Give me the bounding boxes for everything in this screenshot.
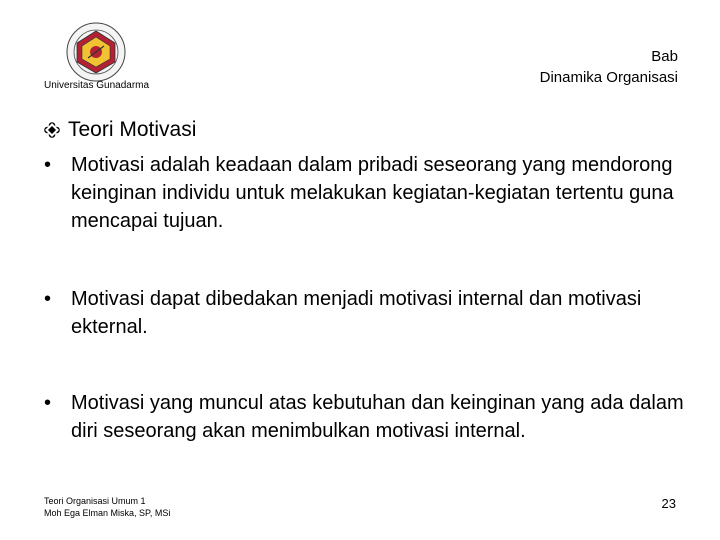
chapter-title: Dinamika Organisasi xyxy=(539,69,678,86)
list-item-text: Motivasi dapat dibedakan menjadi motivasi internal dan motivasi ekternal. xyxy=(71,288,642,338)
keyword: Motivasi xyxy=(71,154,145,176)
section-title-text: Teori Motivasi xyxy=(68,118,197,141)
bullet-dot-icon: • xyxy=(44,288,52,310)
university-name: Universitas Gunadarma xyxy=(44,80,150,91)
bullet-dot-icon: • xyxy=(44,392,52,414)
list-item xyxy=(44,285,684,341)
list-item-text: Motivasi yang muncul atas kebutuhan dan keinginan yang ada dalam diri seseorang akan menimbulkan motivasi internal. xyxy=(71,392,684,442)
page-number: 23 xyxy=(661,496,676,511)
bullet-dot-icon: • xyxy=(44,154,52,176)
chapter-heading xyxy=(540,46,678,88)
course-name: Teori Organisasi Umum 1 xyxy=(44,496,146,506)
university-logo xyxy=(66,22,126,82)
footer-info xyxy=(44,495,170,519)
list-item-text: Motivasi adalah keadaan dalam pribadi seseorang yang mendorong keinginan individu untuk melakukan kegiatan-kegiatan tertentu guna mencapai tujuan. xyxy=(71,154,674,232)
section-title xyxy=(44,118,196,142)
list-item xyxy=(44,389,684,445)
author-name: Moh Ega Elman Miska, SP, MSi xyxy=(44,508,171,518)
chapter-label: Bab xyxy=(651,48,678,65)
list-item xyxy=(44,151,684,235)
diamond-bullet-icon xyxy=(44,122,60,138)
